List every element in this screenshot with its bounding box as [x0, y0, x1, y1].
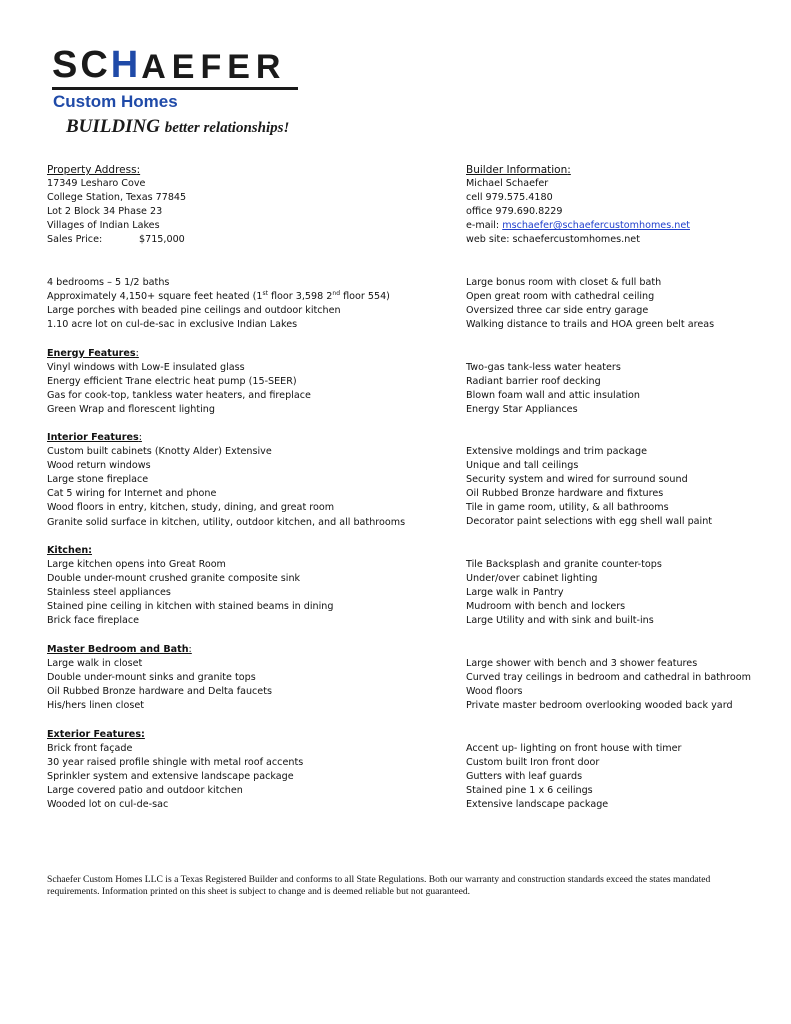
sales-price-label: Sales Price: — [47, 234, 103, 246]
exterior-right — [466, 742, 766, 812]
property-address-block — [47, 163, 447, 248]
kitchen-item: Double under-mount crushed granite composite sink — [47, 573, 301, 585]
master-heading: Master Bedroom and Bath: — [47, 644, 192, 655]
energy-item: Energy efficient Trane electric heat pump (15-SEER) — [47, 376, 297, 388]
interior-item: Wood floors in entry, kitchen, study, dining, and great room — [47, 502, 335, 514]
logo-letters-aefer: AEFER — [141, 48, 287, 86]
logo-tagline — [66, 116, 289, 138]
exterior-heading: Exterior Features: — [47, 729, 145, 740]
builder-name: Michael Schaefer — [466, 178, 549, 190]
energy-item: Energy Star Appliances — [466, 404, 578, 416]
interior-item: Unique and tall ceilings — [466, 460, 579, 472]
energy-left — [47, 347, 447, 417]
sales-price — [47, 233, 447, 247]
exterior-item: 30 year raised profile shingle with metal roof accents — [47, 757, 304, 769]
master-item: Wood floors — [466, 686, 523, 698]
exterior-item: Gutters with leaf guards — [466, 771, 583, 783]
summary-line: Walking distance to trails and HOA green belt areas — [466, 319, 715, 331]
master-item: Large shower with bench and 3 shower features — [466, 658, 698, 669]
kitchen-item: Brick face fireplace — [47, 615, 140, 627]
interior-right — [466, 445, 766, 530]
master-item: His/hers linen closet — [47, 700, 145, 712]
builder-info-block — [466, 163, 766, 248]
interior-left — [47, 431, 447, 530]
builder-heading: Builder Information: — [466, 164, 571, 176]
interior-item: Tile in game room, utility, & all bathrooms — [466, 502, 669, 514]
exterior-item: Stained pine 1 x 6 ceilings — [466, 785, 593, 797]
exterior-item: Wooded lot on cul-de-sac — [47, 799, 169, 811]
summary-line: Open great room with cathedral ceiling — [466, 291, 655, 303]
exterior-item: Large covered patio and outdoor kitchen — [47, 785, 243, 797]
interior-item: Decorator paint selections with egg shell wall paint — [466, 516, 713, 528]
logo-wordmark — [52, 44, 287, 86]
exterior-item: Accent up- lighting on front house with timer — [466, 743, 682, 754]
kitchen-item: Tile Backsplash and granite counter-tops — [466, 559, 662, 570]
energy-item: Gas for cook-top, tankless water heaters, and fireplace — [47, 390, 311, 402]
sales-price-value: $715,000 — [139, 234, 185, 246]
interior-item: Custom built cabinets (Knotty Alder) Extensive — [47, 446, 272, 458]
summary-line: 4 bedrooms – 5 1/2 baths — [47, 277, 170, 288]
logo-underline — [52, 87, 298, 90]
logo-subtitle: Custom Homes — [53, 92, 178, 111]
property-line: Lot 2 Block 34 Phase 23 — [47, 206, 163, 218]
interior-item: Wood return windows — [47, 460, 151, 472]
master-item: Oil Rubbed Bronze hardware and Delta faucets — [47, 686, 272, 698]
master-item: Curved tray ceilings in bedroom and cathedral in bathroom — [466, 672, 751, 684]
energy-item: Green Wrap and florescent lighting — [47, 404, 215, 416]
summary-line: Oversized three car side entry garage — [466, 305, 649, 317]
energy-right — [466, 361, 766, 417]
footer-disclaimer: Schaefer Custom Homes LLC is a Texas Registered Builder and conforms to all State Regulations. Both our warranty and construction standards exceed the states mandated requirements. Information printed on this sheet is subject to change and is deemed reliable but not guaranteed. — [47, 874, 711, 897]
property-heading: Property Address: — [47, 164, 141, 176]
builder-office: office 979.690.8229 — [466, 206, 563, 218]
energy-item: Two-gas tank-less water heaters — [466, 362, 621, 373]
summary-line: 1.10 acre lot on cul-de-sac in exclusive Indian Lakes — [47, 319, 298, 331]
interior-item: Oil Rubbed Bronze hardware and fixtures — [466, 488, 664, 500]
property-line: Villages of Indian Lakes — [47, 220, 160, 232]
tagline-rest: better relationships! — [164, 120, 290, 136]
kitchen-item: Mudroom with bench and lockers — [466, 601, 626, 613]
builder-email: e-mail: mschaefer@schaefercustomhomes.net — [466, 220, 690, 232]
interior-item: Granite solid surface in kitchen, utility, outdoor kitchen, and all bathrooms — [47, 516, 406, 528]
kitchen-item: Stainless steel appliances — [47, 587, 171, 599]
builder-cell: cell 979.575.4180 — [466, 192, 553, 204]
summary-left — [47, 276, 447, 332]
kitchen-item: Under/over cabinet lighting — [466, 573, 598, 585]
kitchen-item: Large kitchen opens into Great Room — [47, 559, 226, 571]
summary-line-sqft: Approximately 4,150+ square feet heated (1st floor 3,598 2nd floor 554) — [47, 290, 390, 303]
energy-item: Radiant barrier roof decking — [466, 376, 601, 388]
property-line: 17349 Lesharo Cove — [47, 178, 146, 190]
tagline-main: BUILDING — [66, 116, 160, 137]
master-item: Double under-mount sinks and granite tops — [47, 672, 256, 684]
interior-heading: Interior Features: — [47, 432, 142, 443]
energy-item: Blown foam wall and attic insulation — [466, 390, 640, 402]
email-link[interactable]: mschaefer@schaefercustomhomes.net — [502, 220, 690, 232]
exterior-item: Brick front façade — [47, 743, 133, 755]
builder-website: web site: schaefercustomhomes.net — [466, 234, 640, 246]
kitchen-item: Stained pine ceiling in kitchen with stained beams in dining — [47, 601, 334, 613]
company-logo — [52, 44, 302, 140]
interior-item: Cat 5 wiring for Internet and phone — [47, 488, 217, 500]
summary-line: Large porches with beaded pine ceilings and outdoor kitchen — [47, 305, 341, 317]
kitchen-right — [466, 558, 766, 628]
exterior-item: Sprinkler system and extensive landscape package — [47, 771, 294, 783]
energy-item: Vinyl windows with Low-E insulated glass — [47, 362, 245, 374]
master-right — [466, 657, 766, 713]
kitchen-left — [47, 544, 447, 629]
master-left — [47, 643, 447, 713]
summary-line: Large bonus room with closet & full bath — [466, 277, 662, 288]
summary-right — [466, 276, 766, 332]
kitchen-heading: Kitchen: — [47, 545, 92, 556]
interior-item: Extensive moldings and trim package — [466, 446, 647, 457]
master-item: Large walk in closet — [47, 658, 143, 670]
master-item: Private master bedroom overlooking wooded back yard — [466, 700, 733, 712]
energy-heading: Energy Features: — [47, 348, 139, 359]
logo-letter-h: H — [110, 44, 142, 86]
exterior-left — [47, 728, 447, 813]
kitchen-item: Large Utility and with sink and built-ins — [466, 615, 654, 627]
exterior-item: Custom built Iron front door — [466, 757, 600, 769]
property-line: College Station, Texas 77845 — [47, 192, 187, 204]
logo-letters-sc: SC — [52, 44, 111, 86]
interior-item: Security system and wired for surround sound — [466, 474, 688, 486]
exterior-item: Extensive landscape package — [466, 799, 609, 811]
interior-item: Large stone fireplace — [47, 474, 149, 486]
kitchen-item: Large walk in Pantry — [466, 587, 564, 599]
